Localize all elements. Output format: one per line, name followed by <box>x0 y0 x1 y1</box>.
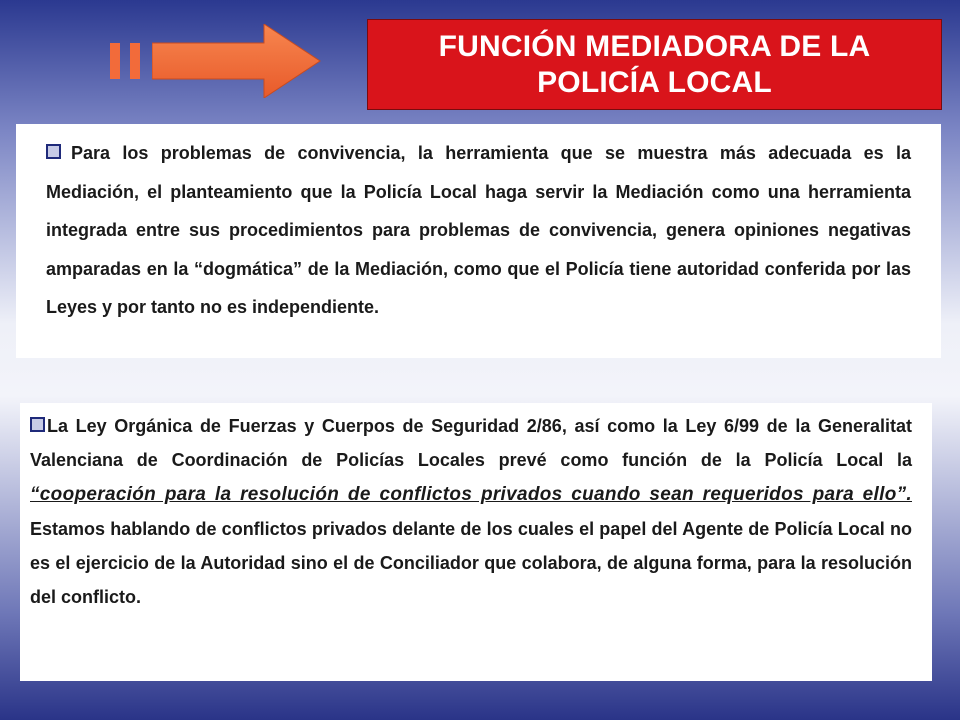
paragraph-panel-2 <box>20 403 932 681</box>
paragraph-panel-1 <box>16 124 941 358</box>
right-arrow-icon <box>152 24 322 98</box>
title-line-1: FUNCIÓN MEDIADORA DE LA <box>438 29 871 63</box>
paragraph-2-text-after: Estamos hablando de conflictos privados delante de los cuales el papel del Agente de Policía Local no es el ejercicio de la Autoridad sino el de Conciliador que colabora, de alguna forma, para la resolución del conflicto. <box>30 519 912 607</box>
square-bullet-icon <box>30 417 45 432</box>
roman-numeral-ii-icon <box>110 43 142 79</box>
numeral-bar-right <box>130 43 140 79</box>
title-line-2: POLICÍA LOCAL <box>537 65 772 99</box>
square-bullet-icon <box>46 144 61 159</box>
title-box <box>367 19 942 110</box>
paragraph-2-quote: “cooperación para la resolución de conflictos privados cuando sean requeridos para ello”. <box>30 484 912 505</box>
paragraph-2-text-before: La Ley Orgánica de Fuerzas y Cuerpos de Seguridad 2/86, así como la Ley 6/99 de la Generalitat Valenciana de Coordinación de Policías Locales prevé como función de la Policía Local la <box>30 416 912 470</box>
numeral-bar-left <box>110 43 120 79</box>
paragraph-1-text: Para los problemas de convivencia, la herramienta que se muestra más adecuada es la Mediación, el planteamiento que la Policía Local haga servir la Mediación como una herramienta integrada entre sus procedimientos para problemas de convivencia, genera opiniones negativas amparadas en la “dogmática” de la Mediación, como que el Policía tiene autoridad conferida por las Leyes y por tanto no es independiente. <box>46 143 911 317</box>
